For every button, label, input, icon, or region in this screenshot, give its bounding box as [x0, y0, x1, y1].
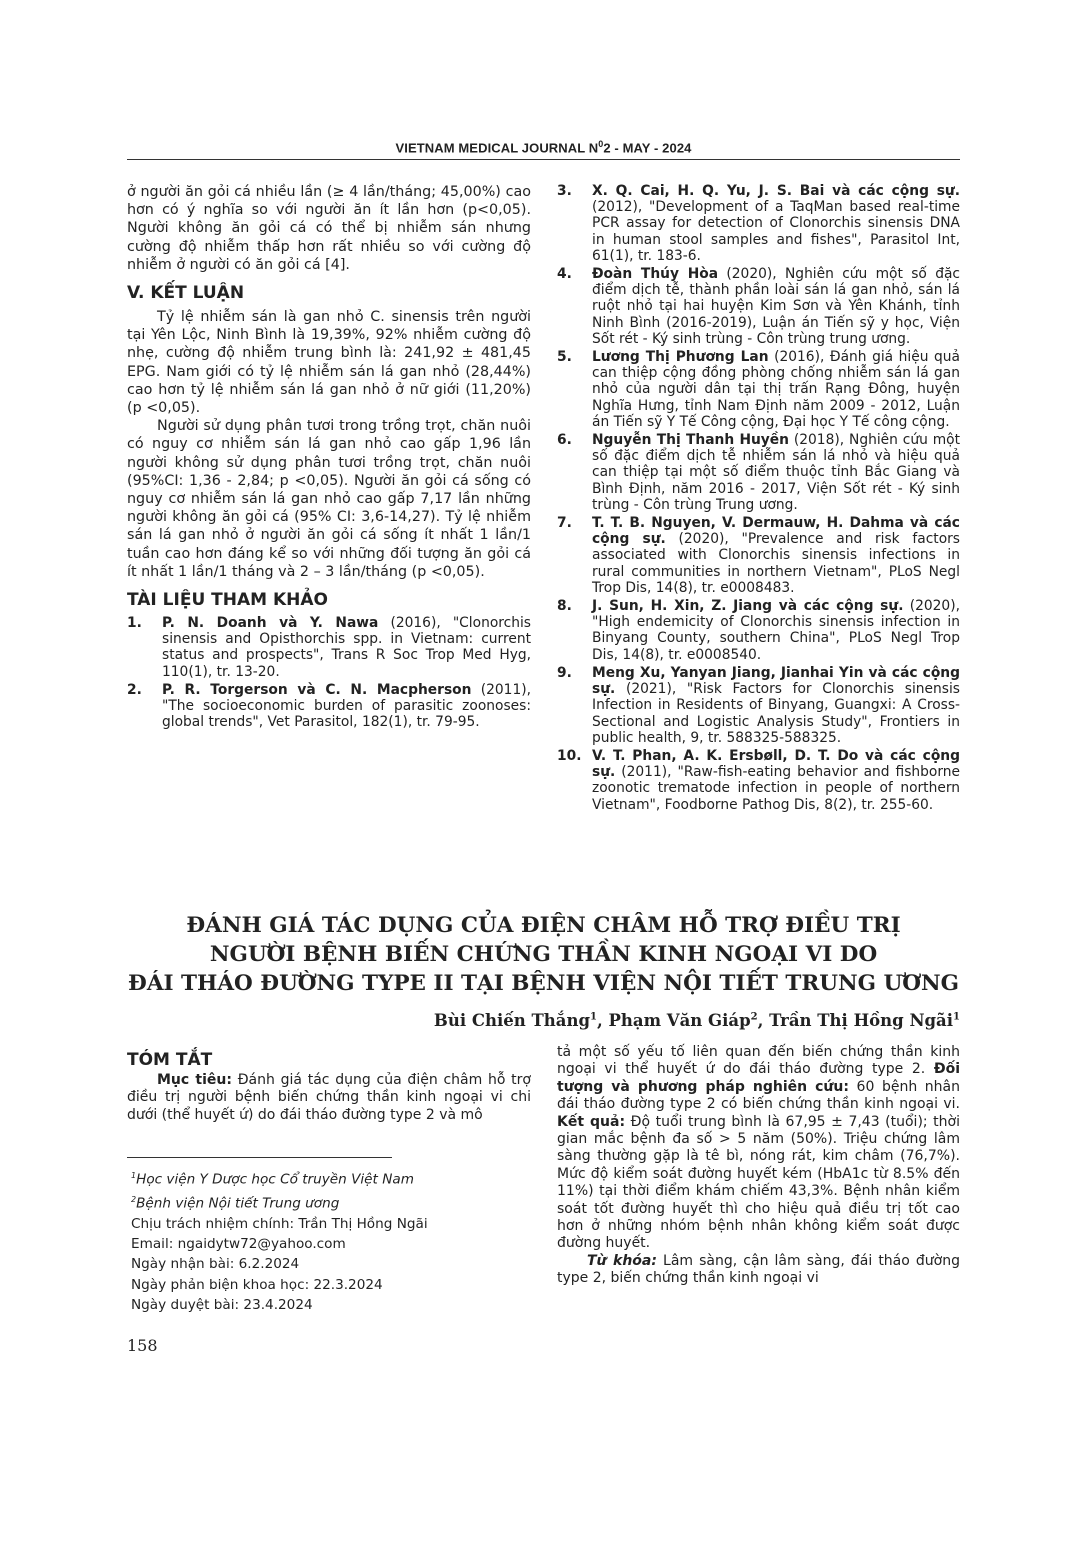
reference-item: 3. X. Q. Cai, H. Q. Yu, J. S. Bai và các cộng sự. (2012), "Development of a TaqMan based real-time PCR assay for detection of Clonorchis sinensis DNA in human stool samples and fishes", Parasitol Int, 61(1), tr. 183-6. — [557, 183, 960, 264]
abstract-left-column — [127, 1044, 531, 1124]
abstract-keywords: Từ khóa: Lâm sàng, cận lâm sàng, đái tháo đường type 2, biến chứng thần kinh ngoại vi — [557, 1252, 960, 1287]
prev-article-left-column — [127, 183, 531, 732]
date-received: Ngày nhận bài: 6.2.2024 — [131, 1256, 300, 1273]
abstract-objective: Mục tiêu: Đánh giá tác dụng của điện châm hỗ trợ điều trị người bệnh biến chứng thần kinh ngoại vi chi dưới (thể huyết ứ) do đái tháo đường type 2 và mô — [127, 1072, 531, 1123]
article-authors: Bùi Chiến Thắng$^1$, Phạm Văn Giáp$^2$, Trần Thị Hồng Ngãi$^1$ — [433, 1011, 960, 1030]
date-accepted: Ngày duyệt bài: 23.4.2024 — [131, 1296, 313, 1313]
conclusion-paragraph-2: Người sử dụng phân tươi trong trồng trọt, chăn nuôi có nguy cơ nhiễm sán lá gan nhỏ cao gấp 1,96 lần người không sử dụng phân tươi trồng trọt, chăn nuôi (95%CI: 1,36 - 2,84; p <0,05). Người ăn gỏi cá sống có nguy cơ nhiễm sán lá gan nhỏ cao gấp 7,17 lần những người không ăn gỏi cá (95% CI: 3,6-14,27). Tỷ lệ nhiễm sán lá gan nhỏ ở người ăn gỏi cá sống ít nhất 1 lần/1 tuần cao hơn đáng kể so với những đối tượng ăn gỏi cá ít nhất 1 lần/1 tháng và 2 – 3 lần/tháng (p <0,05). — [127, 418, 531, 580]
reference-item: 8. J. Sun, H. Xin, Z. Jiang và các cộng sự. (2020), "High endemicity of Clonorchis sinensis infection in Binyang County, southern China", PLoS Negl Trop Dis, 14(8), tr. e0008540. — [557, 598, 960, 663]
author-name: Bùi Chiến Thắng — [433, 1011, 591, 1030]
journal-header: VIETNAM MEDICAL JOURNAL $N^02$ - MAY - 2024 — [395, 139, 692, 156]
reference-list-left — [127, 615, 531, 730]
abstract-continued: tả một số yếu tố liên quan đến biến chứng thần kinh ngoại vi thể huyết ứ do đái tháo đường type 2. Đối tượng và phương pháp nghiên cứu: 60 bệnh nhân đái tháo đường type 2 có biến chứng thần kinh ngoại vi. Kết quả: Độ tuổi trung bình là 67,95 ± 7,43 (tuổi); thời gian mắc bệnh đa số > 5 năm (50%). Triệu chứng lâm sàng thường gặp là tê bì, nóng rát, kim châm (76,7%). Mức độ kiểm soát đường huyết kém (HbA1c từ 8.5% đến 11%) tại thời điểm khám chiếm 43,3%. Bệnh nhân kiểm soát tốt đường huyết thì cho hiệu quả điều trị tốt cao hơn ở những nhóm bệnh nhân không kiểm soát được đường huyết. — [557, 1044, 961, 1252]
reference-item: 4. Đoàn Thúy Hòa (2020), Nghiên cứu một số đặc điểm dịch tễ, thành phần loài sán lá gan nhỏ, sán lá ruột nhỏ tại hai huyện Kim Sơn và Yên Khánh, tỉnh Ninh Bình (2016-2019), Luận án Tiến sỹ y học, Viện Sốt rét - Ký sinh trùng - Côn trùng trung ương. — [557, 266, 960, 347]
date-reviewed: Ngày phản biện khoa học: 22.3.2024 — [131, 1276, 383, 1293]
reference-item: 7. T. T. B. Nguyen, V. Dermauw, H. Dahma và các cộng sự. (2020), "Prevalence and risk factors associated with Clonorchis sinensis infections in rural communities in northern Vietnam", PLoS Negl Trop Dis, 14(8), tr. e0008483. — [557, 515, 960, 596]
prev-article-right-column — [557, 183, 960, 815]
footnotes — [131, 1166, 531, 1315]
abstract-heading: TÓM TẮT — [127, 1050, 213, 1070]
references-heading: TÀI LIỆU THAM KHẢO — [127, 590, 328, 611]
reference-item: 10. V. T. Phan, A. K. Ersbøll, D. T. Do và các cộng sự. (2011), "Raw-fish-eating behavior and fishborne zoonotic trematode infection in people of northern Vietnam", Foodborne Pathog Dis, 8(2), tr. 255-60. — [557, 747, 960, 813]
article-title — [127, 911, 960, 998]
article-title-line: ĐÁI THÁO ĐƯỜNG TYPE II TẠI BỆNH VIỆN NỘI TIẾT TRUNG ƯƠNG — [128, 971, 959, 996]
article-title-line: NGƯỜI BỆNH BIẾN CHỨNG THẦN KINH NGOẠI VI DO — [209, 942, 878, 967]
responsible-author: Chịu trách nhiệm chính: Trần Thị Hồng Ngãi — [131, 1215, 428, 1232]
contact-email: Email: ngaidytw72@yahoo.com — [131, 1235, 346, 1252]
conclusion-heading: V. KẾT LUẬN — [127, 283, 245, 304]
reference-item: 6. Nguyễn Thị Thanh Huyền (2018), Nghiên cứu một số đặc điểm dịch tễ nhiễm sán lá nhỏ và hiệu quả can thiệp tại một số điểm thuộc tỉnh Bắc Giang và Bình Định, năm 2016 - 2017, Viện Sốt rét - Ký sinh trùng - Côn trùng Trung ương. — [557, 432, 960, 513]
affiliation-2: $^2$Bệnh viện Nội tiết Trung ương — [131, 1194, 340, 1212]
intro-paragraph: ở người ăn gỏi cá nhiều lần (≥ 4 lần/tháng; 45,00%) cao hơn có ý nghĩa so với người ăn ít lần hơn (p<0,05). Người không ăn gỏi cá có thể bị nhiễm sán nhưng cường độ nhiễm thấp hơn rất nhiều so với cường độ nhiễm ở người có ăn gỏi cá [4]. — [127, 184, 531, 273]
reference-item: 5. Lương Thị Phương Lan (2016), Đánh giá hiệu quả can thiệp cộng đồng phòng chống nhiễm sán lá gan nhỏ của người dân tại thị trấn Rạng Đông, huyện Nghĩa Hưng, tỉnh Nam Định năm 2009 - 2012, Luận án Tiến sỹ Y Tế Công cộng, Đại học Y Tế công cộng. — [557, 349, 960, 430]
reference-list-right — [557, 183, 960, 813]
header-rule — [127, 159, 960, 160]
page-number: 158 — [127, 1336, 158, 1355]
reference-item: 1. P. N. Doanh và Y. Nawa (2016), "Clonorchis sinensis and Opisthorchis spp. in Vietnam: current status and prospects", Trans R Soc Trop Med Hyg, 110(1), tr. 13-20. — [127, 615, 531, 680]
footnote-rule — [127, 1157, 392, 1158]
author-name: Trần Thị Hồng Ngãi — [769, 1011, 954, 1030]
reference-item: 9. Meng Xu, Yanyan Jiang, Jianhai Yin và các cộng sự. (2021), "Risk Factors for Clonorchis sinensis Infection in Residents of Binyang, Guangxi: A Cross-Sectional and Logistic Analysis Study", Frontiers in public health, 9, tr. 588325-588325. — [557, 664, 960, 746]
abstract-right-column — [557, 1044, 960, 1288]
author-name: Phạm Văn Giáp — [608, 1011, 751, 1030]
reference-item: 2. P. R. Torgerson và C. N. Macpherson (2011), "The socioeconomic burden of parasitic zoonoses: global trends", Vet Parasitol, 182(1), tr. 79-95. — [127, 681, 531, 731]
affiliation-1: $^1$Học viện Y Dược học Cổ truyền Việt Nam — [131, 1171, 414, 1188]
article-title-line: ĐÁNH GIÁ TÁC DỤNG CỦA ĐIỆN CHÂM HỖ TRỢ ĐIỀU TRỊ — [186, 913, 901, 938]
conclusion-paragraph-1: Tỷ lệ nhiễm sán là gan nhỏ C. sinensis trên người tại Yên Lộc, Ninh Bình là 19,39%, 92% nhiễm cường độ nhẹ, cường độ nhiễm trung bình là: 241,92 ± 481,45 EPG. Nam giới có tỷ lệ nhiễm sán lá gan nhỏ (28,44%) cao hơn tỷ lệ nhiễm sán lá gan nhỏ ở nữ giới (11,20%) (p <0,05). — [127, 309, 531, 417]
